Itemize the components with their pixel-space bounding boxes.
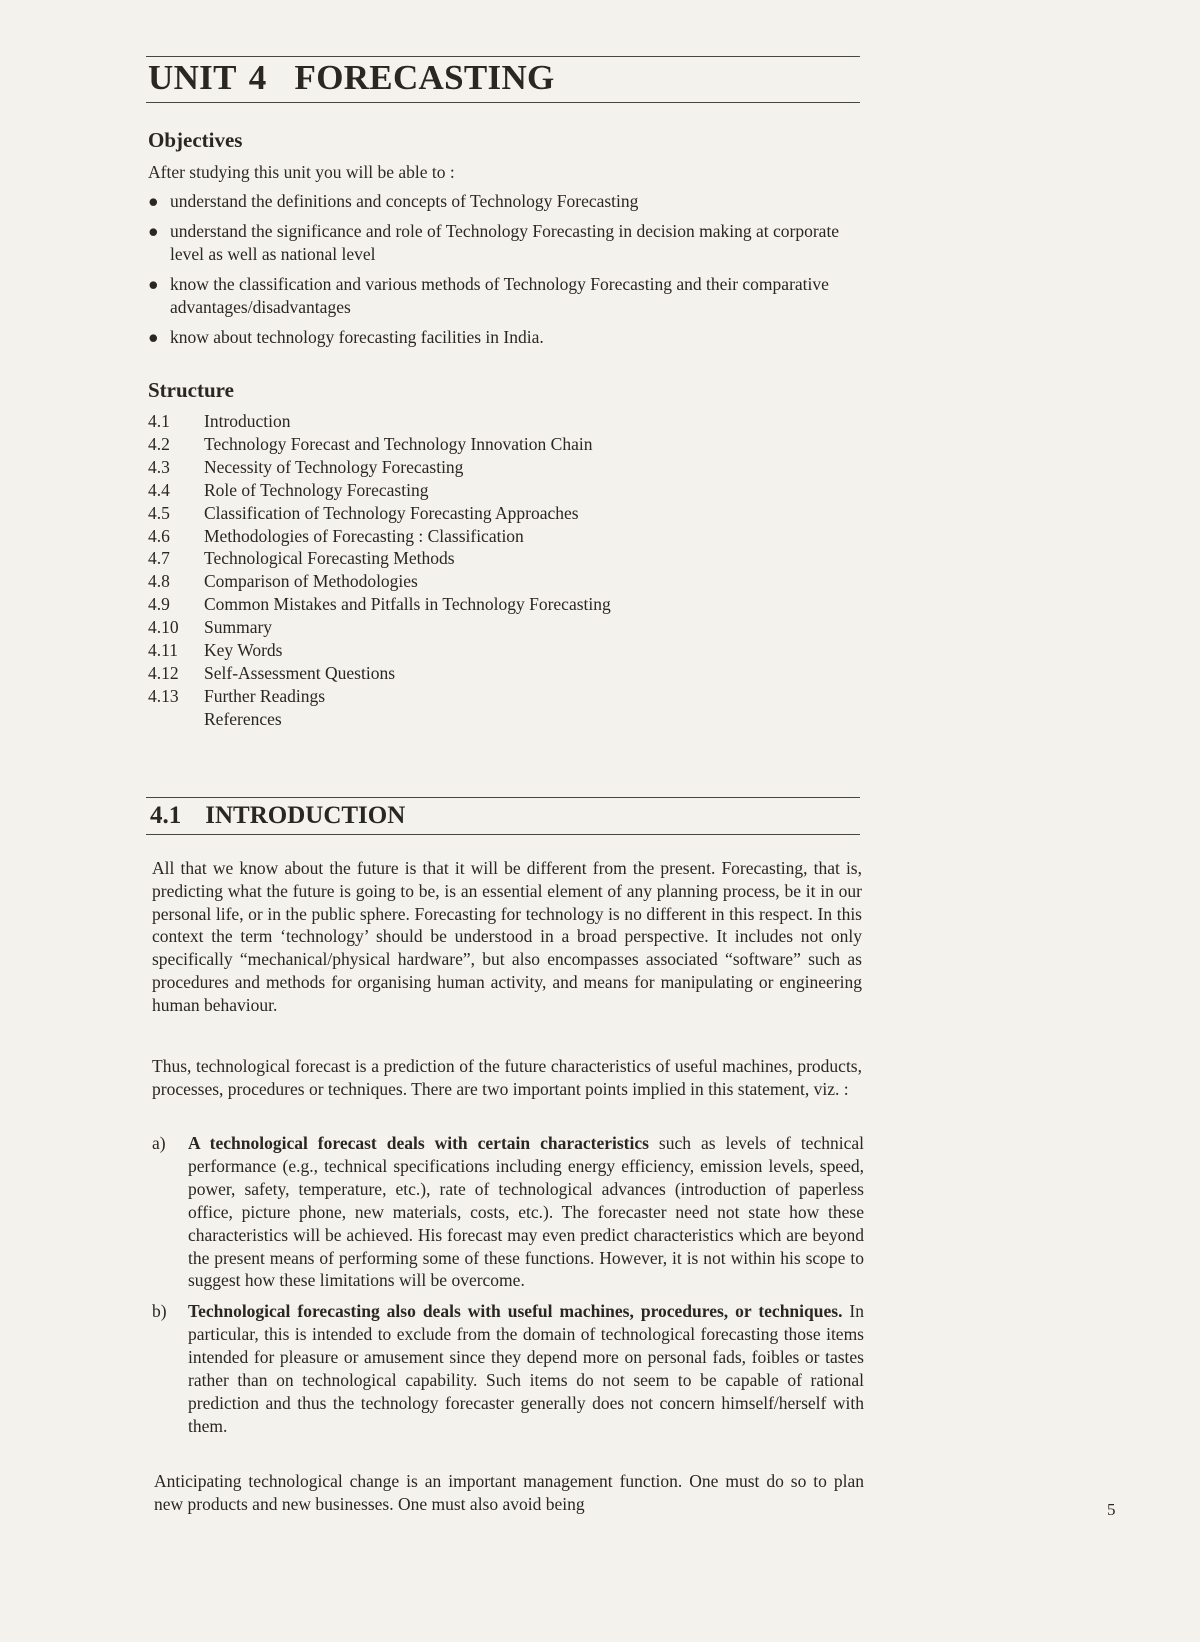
structure-list [148,410,611,731]
intro-paragraph-3: Anticipating technological change is an important management function. One must do so to plan new products and new businesses. One must also avoid being [154,1471,864,1514]
toc-item: 4.5 Classification of Technology Forecasting Approaches [148,502,579,523]
unit-label: UNIT [148,58,237,97]
toc-item: References [204,708,282,729]
intro-paragraph-1: All that we know about the future is that it will be different from the present. Forecasting, that is, predicting what the future is going to be, is an essential element of any planning process, be it in our personal life, or in the public sphere. Forecasting for technology is no different in this respect. In this context the term ‘technology’ should be understood in a broad perspective. It includes not only specifically “mechanical/physical hardware”, but also encompasses associated “software” such as procedures and methods for organising human activity, and means for manipulating or engineering human behaviour. [152,858,862,1015]
toc-item: 4.7 Technological Forecasting Methods [148,548,455,569]
unit-name: FORECASTING [294,58,555,97]
objectives-heading: Objectives [148,128,243,152]
toc-item: 4.6 Methodologies of Forecasting : Classification [148,525,524,546]
toc-item: 4.4 Role of Technology Forecasting [148,479,429,500]
points-list [152,1132,864,1446]
section-number: 4.1 [150,802,182,829]
objective-item: ● understand the significance and role of Technology Forecasting in decision making at corporate level as well as national level [148,220,840,264]
objective-item: ● understand the definitions and concepts of Technology Forecasting [148,190,868,214]
objectives-intro: After studying this unit you will be able to : [148,162,455,182]
unit-number: 4 [248,58,267,97]
intro-paragraph-2: Thus, technological forecast is a prediction of the future characteristics of useful machines, products, processes, procedures or techniques. There are two important points implied in this statement, viz. : [152,1056,862,1099]
unit-title [148,58,555,98]
toc-item: 4.13 Further Readings [148,685,326,706]
bullet-icon: ● [148,220,159,241]
toc-item: 4.9 Common Mistakes and Pitfalls in Technology Forecasting [148,594,611,615]
objective-item: ● know about technology forecasting facilities in India. [148,326,868,350]
section-title: INTRODUCTION [205,802,406,829]
point-a: a) A technological forecast deals with certain characteristics such as levels of technical performance (e.g., technical specifications including energy efficiency, emission levels, speed, power, safety, temperature, etc.), rate of technological advances (introduction of paperless office, picture phone, new materials, costs, etc.). The forecaster need not state how these characteristics will be achieved. His forecast may even predict characteristics which are beyond the present means of performing some of these functions. However, it is not within his scope to suggest how these limitations will be overcome. [152,1133,864,1291]
toc-item: 4.11 Key Words [148,640,283,661]
section-rule-top [146,797,860,798]
toc-item: 4.2 Technology Forecast and Technology Innovation Chain [148,433,593,454]
toc-item: 4.8 Comparison of Methodologies [148,571,418,592]
toc-item: 4.12 Self-Assessment Questions [148,662,396,683]
bullet-icon: ● [148,273,159,294]
section-rule-bottom [146,834,860,835]
top-rule [146,56,860,57]
point-b: b) Technological forecasting also deals with useful machines, procedures, or techniques. In particular, this is intended to exclude from the domain of technological forecasting those items intended for pleasure or amusement since they depend more on personal fads, foibles or tastes rather than on technological capability. Such items do not seem to be capable of rational prediction and thus the technology forecaster generally does not concern himself/herself with them. [152,1301,865,1436]
page-number: 5 [1107,1500,1116,1519]
bullet-icon: ● [148,191,159,211]
toc-item: 4.3 Necessity of Technology Forecasting [148,456,464,477]
structure-heading: Structure [148,378,234,402]
introduction-heading [150,802,405,830]
objectives-list [148,190,868,355]
objective-item: ● know the classification and various methods of Technology Forecasting and their comparative advantages/disadvantages [148,273,829,317]
toc-item: 4.10 Summary [148,617,273,638]
title-underline [146,102,860,103]
bullet-icon: ● [148,326,159,347]
toc-item: 4.1 Introduction [148,411,291,431]
